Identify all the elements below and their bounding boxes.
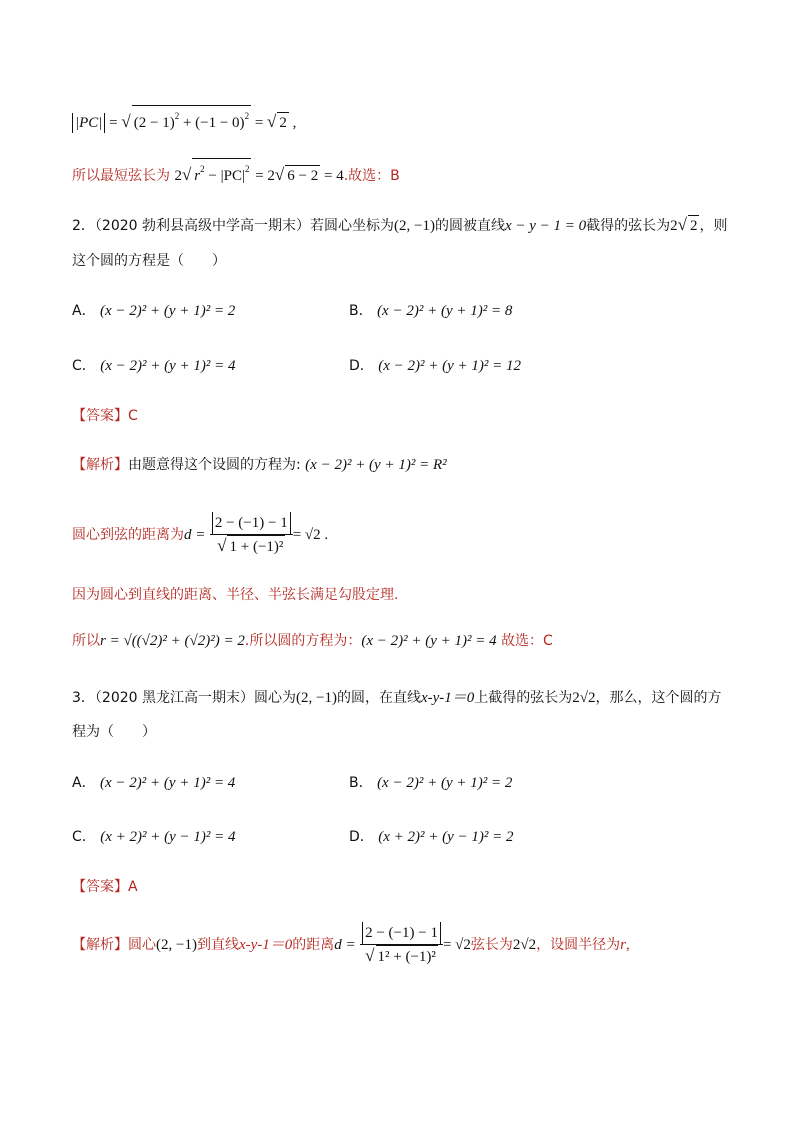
pc-radicand: $(2 - 1)^2 + (-1 - 0)^2$ xyxy=(132,105,251,133)
q3-option-c[interactable]: C． (x + 2)² + (y − 1)² = 4 xyxy=(72,829,236,845)
q3-stem-line1: 3．（2020 黑龙江高一期末）圆心为(2, −1)的圆，在直线x-y-1＝0上截得的弦长为2√2，那么，这个圆的方 xyxy=(72,690,722,706)
q3-answer: 【答案】A xyxy=(72,879,138,895)
pc-eq: = xyxy=(109,115,118,131)
shortest-chord-text: 所以最短弦长为 xyxy=(72,168,170,184)
q2-stem-line1 xyxy=(72,215,734,236)
q2-stem-c: 截得的弦长为 xyxy=(586,218,671,234)
pc-result: 2 xyxy=(277,112,289,133)
sqrt-icon: √ xyxy=(121,112,131,131)
q2-stem-b: 的圆被直线 xyxy=(434,218,505,234)
q2-analysis-line1: 【解析】由题意得这个设圆的方程为: (x − 2)² + (y + 1)² = R² xyxy=(72,457,447,473)
q2-stem-d: ，则 xyxy=(699,218,728,234)
q2-line-eq: x − y − 1 = 0 xyxy=(504,218,587,234)
q2-option-d[interactable]: D． (x − 2)² + (y + 1)² = 12 xyxy=(349,358,522,374)
pc-distance-line xyxy=(72,105,734,133)
pc-abs: |PC| xyxy=(72,115,105,131)
q2-option-a[interactable]: A． (x − 2)² + (y + 1)² = 2 xyxy=(72,303,236,319)
q2-answer: 【答案】C xyxy=(72,408,138,424)
shortest-chord-line xyxy=(72,158,734,186)
q2-stem-a: 2．（2020 勃利县高级中学高一期末）若圆心坐标为 xyxy=(72,218,394,234)
q3-distance-fraction: $\frac{2 - (-1) - 1}{\text{√ 1² + (−1)²}}$ xyxy=(360,922,443,968)
q3-analysis-line1: 【解析】圆心(2, −1)到直线x-y-1＝0的距离d = $\frac{2 - (-1) - 1}{\text{√ 1² + (−1)²}}$ = √2弦长为2√2，设圆半径为r, xyxy=(72,922,734,968)
shortest-chord-answer: .故选：B xyxy=(343,168,400,184)
q2-analysis-line3: 因为圆心到直线的距离、半径、半弦长满足勾股定理. xyxy=(72,587,399,603)
pc-comma: , xyxy=(292,115,297,131)
q2-analysis-line2: 圆心到弦的距离为d = $\frac{2 - (-1) - 1}{\text{√ 1 + (−1)²}}$ = √2 . xyxy=(72,512,734,558)
q3-option-d[interactable]: D． (x + 2)² + (y − 1)² = 2 xyxy=(349,829,514,845)
shortest-chord-formula: 2√ $r^2 - |PC|^2 = 2√$ 6 − 2 = 4 xyxy=(174,168,343,184)
q3-stem-line2: 程为（ ） xyxy=(72,724,156,740)
q3-option-a[interactable]: A． (x − 2)² + (y + 1)² = 4 xyxy=(72,775,236,791)
q2-stem-line2: 这个圆的方程是（ ） xyxy=(72,253,226,269)
q2-chord: 2√ 2 xyxy=(670,215,698,234)
q3-option-b[interactable]: B． (x − 2)² + (y + 1)² = 2 xyxy=(349,775,513,791)
pc-eq2: = xyxy=(254,115,268,131)
q2-center: (2, −1) xyxy=(394,218,435,234)
sqrt-icon: √ xyxy=(267,112,277,131)
q2-option-b[interactable]: B． (x − 2)² + (y + 1)² = 8 xyxy=(349,303,513,319)
q2-distance-fraction: $\frac{2 - (-1) - 1}{\text{√ 1 + (−1)²}}$ xyxy=(210,512,293,558)
q2-option-c[interactable]: C． (x − 2)² + (y + 1)² = 4 xyxy=(72,358,236,374)
q2-analysis-line4: 所以r = √((√2)² + (√2)²) = 2.所以圆的方程为：(x − 2)² + (y + 1)² = 4 故选：C xyxy=(72,633,553,649)
